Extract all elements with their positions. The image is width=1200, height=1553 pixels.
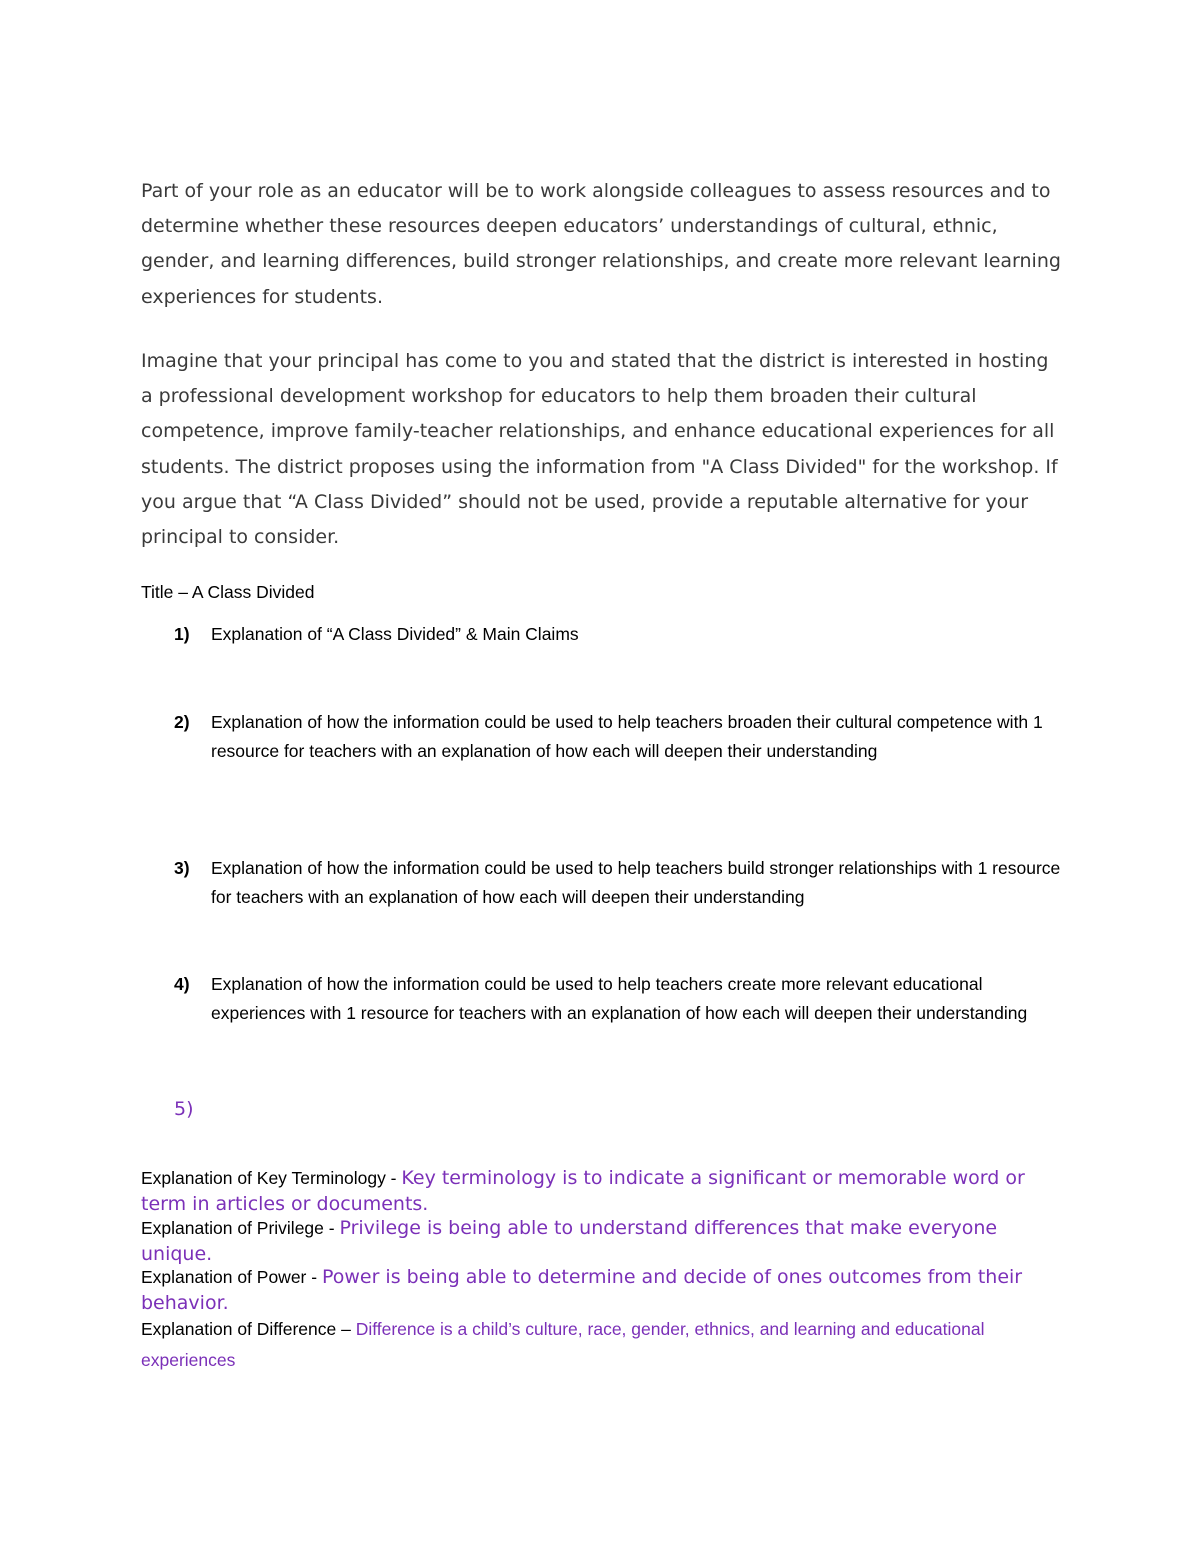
term-label: Explanation of Privilege - [141,1218,340,1238]
term-definition: Privilege is being able to understand differences that make everyone unique. [141,1217,998,1265]
list-item-number-5: 5) [174,1098,194,1120]
list-item-text: Explanation of how the information could be used to help teachers create more relevant educational experiences with 1 resource for teachers with an explanation of how each will deepen their understanding [211,974,1028,1023]
term-key-terminology [141,1166,1071,1218]
term-label: Explanation of Difference – [141,1319,356,1339]
term-label: Explanation of Key Terminology - [141,1168,402,1188]
intro-paragraph-2: Imagine that your principal has come to you and stated that the district is interested in hosting a professional development workshop for educators to help them broaden their cultural competence, improve family-teacher relationships, and enhance educational experiences for all students. The district proposes using the information from "A Class Divided" for the workshop. If you argue that “A Class Divided” should not be used, provide a reputable alternative for your principal to consider. [141,350,1058,549]
list-item-number: 4) [174,974,190,994]
term-definition: Key terminology is to indicate a significant or memorable word or term in articles or documents. [141,1167,1025,1215]
list-item-number: 2) [174,712,190,732]
term-definition: Difference is a child’s culture, race, gender, ethnics, and learning and educational experiences [141,1319,985,1370]
intro-paragraph-1: Part of your role as an educator will be to work alongside colleagues to assess resources and to determine whether these resources deepen educators’ understandings of cultural, ethnic, gender, and learning differences, build stronger relationships, and create more relevant learning experiences for students. [141,180,1061,308]
term-privilege [141,1216,1071,1268]
term-definition: Power is being able to determine and decide of ones outcomes from their behavior. [141,1266,1023,1314]
term-label: Explanation of Power - [141,1267,322,1287]
term-difference [141,1315,1071,1376]
term-power [141,1265,1071,1317]
list-item-text: Explanation of how the information could be used to help teachers broaden their cultural competence with 1 resource for teachers with an explanation of how each will deepen their understanding [211,712,1043,761]
list-item-text: Explanation of how the information could be used to help teachers build stronger relationships with 1 resource for teachers with an explanation of how each will deepen their understanding [211,858,1061,907]
list-item-number: 3) [174,858,190,878]
title-line: Title – A Class Divided [141,582,315,602]
list-item-number: 1) [174,624,190,644]
list-item-text: Explanation of “A Class Divided” & Main Claims [211,624,579,644]
